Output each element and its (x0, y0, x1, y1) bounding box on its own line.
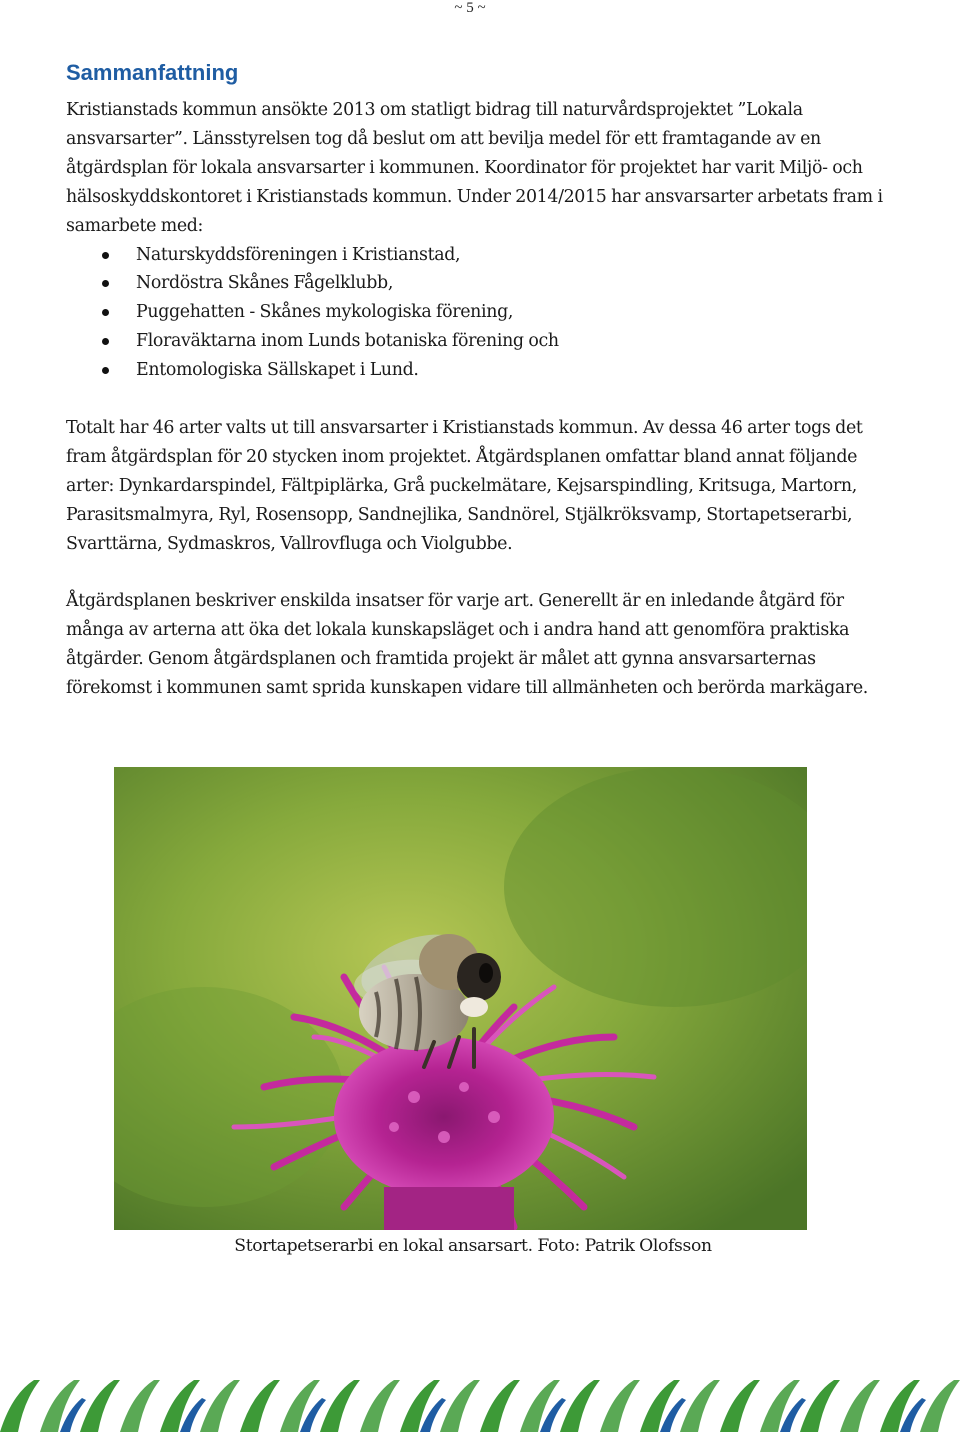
partner-name: Naturskyddsföreningen i Kristianstad, (136, 244, 461, 265)
wave-stroke (120, 1380, 160, 1432)
list-item (66, 327, 896, 356)
wave-pattern-icon (0, 1374, 960, 1432)
list-item (66, 269, 896, 298)
wave-stroke (600, 1380, 640, 1432)
wave-stroke (400, 1380, 440, 1432)
list-item (66, 241, 896, 270)
wave-stroke (760, 1380, 800, 1432)
species-paragraph: Totalt har 46 arter valts ut till ansvarsarter i Kristianstads kommun. Av dessa 46 arter togs det fram åtgärdsplan för 20 stycken inom projektet. Åtgärdsplanen omfattar bland annat följande arter: Dynkardarspindel, Fältpiplärka, Grå puckelmätare, Kejsarspindling, Kritsuga, Martorn, Parasitsmalmyra, Ryl, Rosensopp, Sandnejlika, Sandnörel, Stjälkröksvamp, Stortapetserarbi, Svarttärna, Sydmaskros, Vallrovfluga och Violgubbe. (66, 417, 863, 554)
wave-stroke (680, 1380, 720, 1432)
intro-paragraph: Kristianstads kommun ansökte 2013 om statligt bidrag till naturvårdsprojektet ”Lokala ansvarsarter”. Länsstyrelsen tog då beslut om att bevilja medel för ett framtagande av en åtgärdsplan för lokala ansvarsarter i kommunen. Koordinator för projektet har varit Miljö- och hälsoskyddskontoret i Kristianstads kommun. Under 2014/2015 har ansvarsarter arbetats fram i samarbete med: (66, 100, 883, 236)
wave-stroke (80, 1380, 120, 1432)
wave-stroke (480, 1380, 520, 1432)
wave-stroke (920, 1380, 960, 1432)
wave-stroke (280, 1380, 320, 1432)
wave-stroke (520, 1380, 560, 1432)
wave-stroke (720, 1380, 760, 1432)
bullet-icon (102, 309, 109, 316)
bee-on-flower-photo (114, 767, 807, 1230)
wave-stroke (200, 1380, 240, 1432)
partner-name: Nordöstra Skånes Fågelklubb, (136, 273, 394, 294)
wave-stroke (440, 1380, 480, 1432)
list-item (66, 298, 896, 327)
page-number: ~ 5 ~ (454, 0, 486, 16)
wave-stroke (560, 1380, 600, 1432)
photo-illustration (114, 767, 807, 1230)
body-text (66, 96, 896, 703)
partner-name: Puggehatten - Skånes mykologiska förening, (136, 302, 514, 323)
partner-name: Floraväktarna inom Lunds botaniska förening och (136, 331, 559, 352)
wave-stroke (360, 1380, 400, 1432)
wave-stroke (800, 1380, 840, 1432)
wave-stroke (320, 1380, 360, 1432)
photo-caption: Stortapetserarbi en lokal ansarsart. Foto: Patrik Olofsson (234, 1236, 712, 1256)
wave-stroke (40, 1380, 80, 1432)
actions-paragraph: Åtgärdsplanen beskriver enskilda insatser för varje art. Generellt är en inledande åtgärd för många av arterna att öka det lokala kunskapsläget och i andra hand att genomföra praktiska åtgärder. Genom åtgärdsplanen och framtida projekt är målet att gynna ansvarsarternas förekomst i kommunen samt sprida kunskapen vidare till allmänheten och berörda markägare. (66, 591, 868, 699)
section-heading: Sammanfattning (66, 60, 239, 85)
bullet-icon (102, 280, 109, 287)
paragraph-spacer (66, 558, 896, 587)
wave-stroke (0, 1380, 40, 1432)
wave-stroke (160, 1380, 200, 1432)
partner-list (66, 241, 896, 386)
wave-stroke (640, 1380, 680, 1432)
partner-name: Entomologiska Sällskapet i Lund. (136, 360, 419, 381)
paragraph-spacer (66, 385, 896, 414)
wave-stroke (840, 1380, 880, 1432)
wave-stroke (240, 1380, 280, 1432)
bullet-icon (102, 252, 109, 259)
wave-stroke (880, 1380, 920, 1432)
list-item (66, 356, 896, 385)
bullet-icon (102, 338, 109, 345)
bullet-icon (102, 367, 109, 374)
footer-decoration (0, 1374, 960, 1432)
